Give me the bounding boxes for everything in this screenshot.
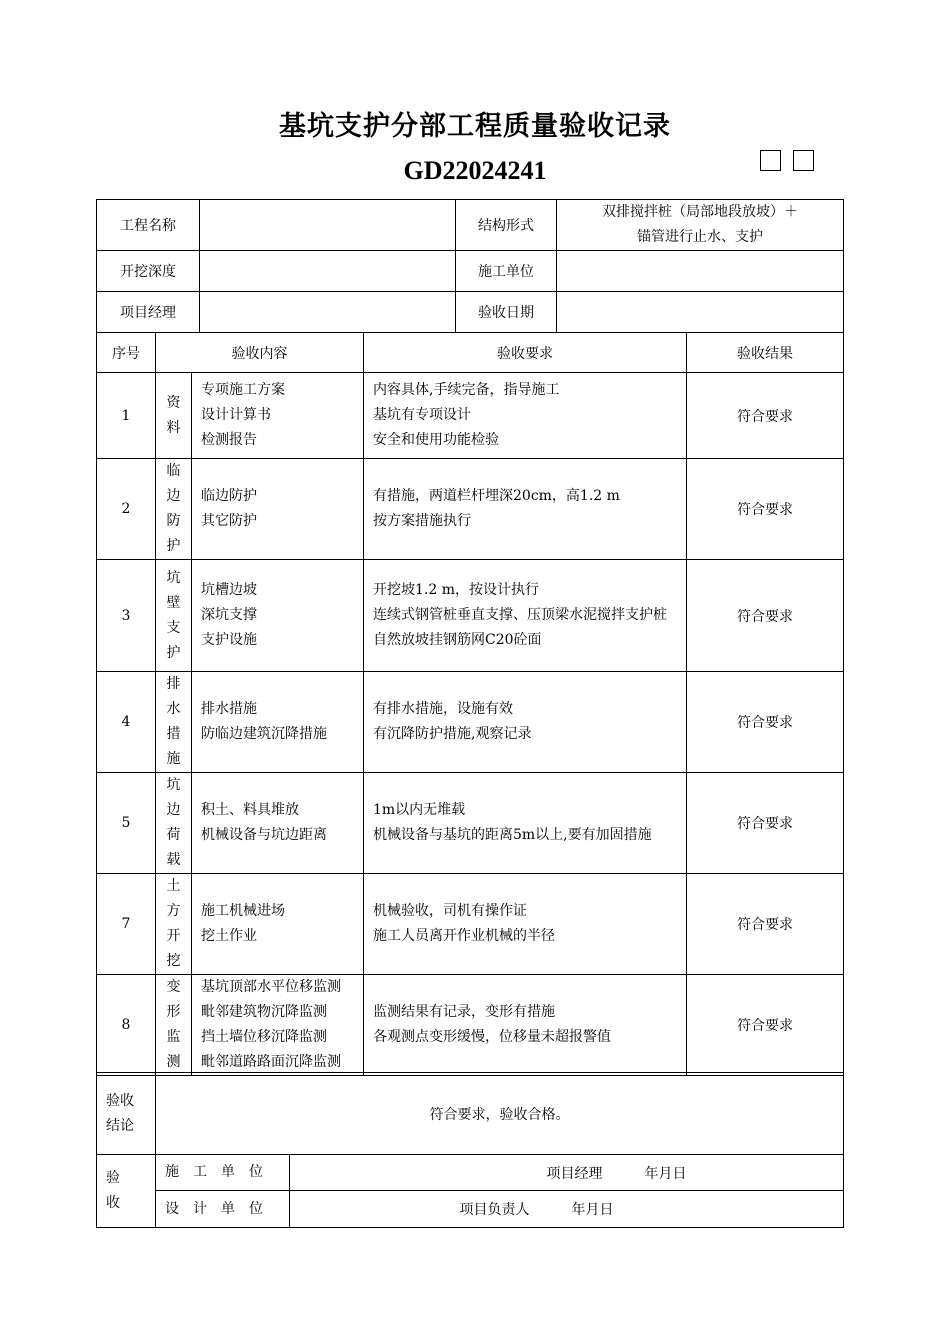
requirement-line: 各观测点变形缓慢，位移量未超报警值 bbox=[373, 1029, 611, 1045]
inspection-item: 基坑顶部水平位移监测 bbox=[201, 979, 341, 995]
col-header-result: 验收结果 bbox=[687, 333, 844, 373]
table-row bbox=[97, 459, 844, 560]
category-char: 边 bbox=[166, 488, 181, 504]
row-result[interactable]: 符合要求 bbox=[687, 560, 844, 672]
row-category bbox=[156, 874, 192, 975]
inspection-item: 挖土作业 bbox=[201, 928, 257, 944]
row-result[interactable]: 符合要求 bbox=[687, 874, 844, 975]
col-header-requirement: 验收要求 bbox=[364, 333, 687, 373]
category-char: 载 bbox=[166, 852, 181, 868]
inspection-item: 坑槽边坡 bbox=[201, 582, 257, 598]
requirement-line: 1m以内无堆载 bbox=[373, 802, 466, 818]
conclusion-label bbox=[97, 1073, 156, 1155]
row-number: 2 bbox=[97, 459, 156, 560]
requirement-line: 自然放坡挂钢筋网C20砼面 bbox=[373, 632, 542, 648]
checkbox-2[interactable] bbox=[793, 150, 814, 171]
manager-value[interactable] bbox=[200, 292, 456, 333]
row-result[interactable]: 符合要求 bbox=[687, 672, 844, 773]
signoff-label-line1: 验 bbox=[106, 1170, 120, 1186]
manager-label: 项目经理 bbox=[97, 292, 200, 333]
document-code: GD22024241 bbox=[403, 156, 547, 185]
project-name-label: 工程名称 bbox=[97, 200, 200, 251]
inspection-item: 其它防护 bbox=[201, 513, 257, 529]
date-value[interactable] bbox=[557, 292, 844, 333]
category-char: 测 bbox=[166, 1054, 181, 1070]
category-char: 护 bbox=[166, 644, 181, 661]
project-name-value[interactable] bbox=[200, 200, 456, 251]
category-char: 施 bbox=[166, 751, 181, 767]
category-char: 壁 bbox=[166, 594, 181, 611]
category-char: 坑 bbox=[166, 569, 181, 586]
construction-unit-label: 施 工 单 位 bbox=[156, 1155, 290, 1191]
inspection-item: 排水措施 bbox=[201, 701, 257, 717]
category-char: 土 bbox=[166, 878, 181, 894]
table-row bbox=[97, 373, 844, 459]
row-result[interactable]: 符合要求 bbox=[687, 373, 844, 459]
row-number: 5 bbox=[97, 773, 156, 874]
row-category bbox=[156, 560, 192, 672]
inspection-table bbox=[96, 332, 844, 1076]
row-number: 3 bbox=[97, 560, 156, 672]
signoff-table bbox=[96, 1154, 844, 1228]
page-title: 基坑支护分部工程质量验收记录 bbox=[279, 111, 671, 142]
inspection-item: 临边防护 bbox=[201, 488, 257, 504]
inspection-item: 毗邻建筑物沉降监测 bbox=[201, 1004, 327, 1020]
row-requirements bbox=[364, 373, 687, 459]
design-sign-field[interactable]: 项目负责人 年月日 bbox=[290, 1191, 844, 1228]
construction-sign-field[interactable]: 项目经理 年月日 bbox=[290, 1155, 844, 1191]
conclusion-label-line2: 结论 bbox=[106, 1117, 134, 1134]
category-char: 措 bbox=[166, 726, 181, 742]
row-category bbox=[156, 459, 192, 560]
category-char: 变 bbox=[166, 979, 181, 995]
requirement-line: 安全和使用功能检验 bbox=[373, 432, 499, 448]
row-number: 4 bbox=[97, 672, 156, 773]
row-requirements bbox=[364, 773, 687, 874]
category-char: 荷 bbox=[166, 827, 181, 843]
row-category bbox=[156, 773, 192, 874]
table-row bbox=[97, 672, 844, 773]
category-char: 形 bbox=[166, 1004, 181, 1020]
inspection-item: 施工机械进场 bbox=[201, 903, 285, 919]
category-char: 排 bbox=[166, 676, 181, 692]
requirement-line: 内容具体,手续完备，指导施工 bbox=[373, 382, 560, 398]
row-result[interactable]: 符合要求 bbox=[687, 975, 844, 1076]
category-char: 临 bbox=[166, 463, 181, 479]
requirement-line: 机械验收，司机有操作证 bbox=[373, 903, 527, 919]
inspection-item: 积土、料具堆放 bbox=[201, 802, 299, 818]
structure-value[interactable] bbox=[557, 200, 844, 251]
inspection-rows bbox=[97, 373, 844, 1076]
checkbox-1[interactable] bbox=[760, 150, 781, 171]
structure-value-line1: 双排搅拌桩（局部地段放坡）＋ bbox=[602, 204, 798, 220]
category-char: 坑 bbox=[166, 777, 181, 793]
requirement-line: 机械设备与基坑的距离5m以上,要有加固措施 bbox=[373, 827, 652, 843]
row-requirements bbox=[364, 975, 687, 1076]
header-table bbox=[96, 199, 844, 333]
category-char: 护 bbox=[166, 538, 181, 554]
inspection-item: 防临边建筑沉降措施 bbox=[201, 726, 327, 742]
category-char: 防 bbox=[166, 513, 181, 529]
category-char: 方 bbox=[166, 903, 181, 919]
requirement-line: 有排水措施，设施有效 bbox=[373, 701, 513, 717]
row-items bbox=[192, 773, 364, 874]
requirement-line: 有沉降防护措施,观察记录 bbox=[373, 726, 532, 742]
row-requirements bbox=[364, 672, 687, 773]
row-number: 1 bbox=[97, 373, 156, 459]
requirement-line: 有措施，两道栏杆埋深20cm，高1.2 m bbox=[373, 488, 620, 504]
inspection-item: 设计计算书 bbox=[201, 407, 271, 423]
signoff-label bbox=[97, 1155, 156, 1228]
requirement-line: 按方案措施执行 bbox=[373, 513, 471, 529]
row-items bbox=[192, 975, 364, 1076]
conclusion-table bbox=[96, 1072, 844, 1155]
category-char: 资 bbox=[166, 394, 181, 411]
row-requirements bbox=[364, 459, 687, 560]
requirement-line: 开挖坡1.2 m，按设计执行 bbox=[373, 582, 539, 598]
row-category bbox=[156, 373, 192, 459]
conclusion-text[interactable]: 符合要求，验收合格。 bbox=[156, 1073, 844, 1155]
category-char: 开 bbox=[166, 928, 181, 944]
row-result[interactable]: 符合要求 bbox=[687, 459, 844, 560]
table-row bbox=[97, 975, 844, 1076]
col-header-no: 序号 bbox=[97, 333, 156, 373]
category-char: 监 bbox=[166, 1029, 181, 1045]
row-result[interactable]: 符合要求 bbox=[687, 773, 844, 874]
row-items bbox=[192, 560, 364, 672]
table-row bbox=[97, 773, 844, 874]
col-header-content: 验收内容 bbox=[156, 333, 364, 373]
requirement-line: 基坑有专项设计 bbox=[373, 407, 471, 423]
category-char: 料 bbox=[166, 419, 181, 436]
requirement-line: 监测结果有记录，变形有措施 bbox=[373, 1004, 555, 1020]
inspection-item: 专项施工方案 bbox=[201, 382, 285, 398]
structure-label: 结构形式 bbox=[456, 200, 557, 251]
row-category bbox=[156, 975, 192, 1076]
inspection-item: 机械设备与坑边距离 bbox=[201, 827, 327, 843]
design-unit-label: 设 计 单 位 bbox=[156, 1191, 290, 1228]
inspection-item: 深坑支撑 bbox=[201, 607, 257, 623]
category-char: 水 bbox=[166, 701, 181, 717]
conclusion-label-line1: 验收 bbox=[106, 1092, 134, 1109]
row-requirements bbox=[364, 560, 687, 672]
depth-value[interactable] bbox=[200, 251, 456, 292]
contractor-label: 施工单位 bbox=[456, 251, 557, 292]
date-label: 验收日期 bbox=[456, 292, 557, 333]
category-char: 边 bbox=[166, 802, 181, 818]
row-items bbox=[192, 459, 364, 560]
inspection-item: 支护设施 bbox=[201, 632, 257, 648]
row-requirements bbox=[364, 874, 687, 975]
row-items bbox=[192, 672, 364, 773]
row-items bbox=[192, 373, 364, 459]
category-char: 挖 bbox=[166, 953, 181, 969]
row-items bbox=[192, 874, 364, 975]
structure-value-line2: 锚管进行止水、支护 bbox=[637, 229, 763, 245]
row-number: 7 bbox=[97, 874, 156, 975]
table-row bbox=[97, 560, 844, 672]
inspection-item: 挡土墙位移沉降监测 bbox=[201, 1029, 327, 1045]
category-char: 支 bbox=[166, 619, 181, 636]
requirement-line: 施工人员离开作业机械的半径 bbox=[373, 928, 555, 944]
table-row bbox=[97, 874, 844, 975]
inspection-item: 检测报告 bbox=[201, 432, 257, 448]
requirement-line: 连续式钢管桩垂直支撑、压顶梁水泥搅拌支护桩 bbox=[373, 607, 667, 623]
row-category bbox=[156, 672, 192, 773]
contractor-value[interactable] bbox=[557, 251, 844, 292]
row-number: 8 bbox=[97, 975, 156, 1076]
inspection-item: 毗邻道路路面沉降监测 bbox=[201, 1054, 341, 1070]
depth-label: 开挖深度 bbox=[97, 251, 200, 292]
signoff-label-line2: 收 bbox=[106, 1195, 120, 1211]
